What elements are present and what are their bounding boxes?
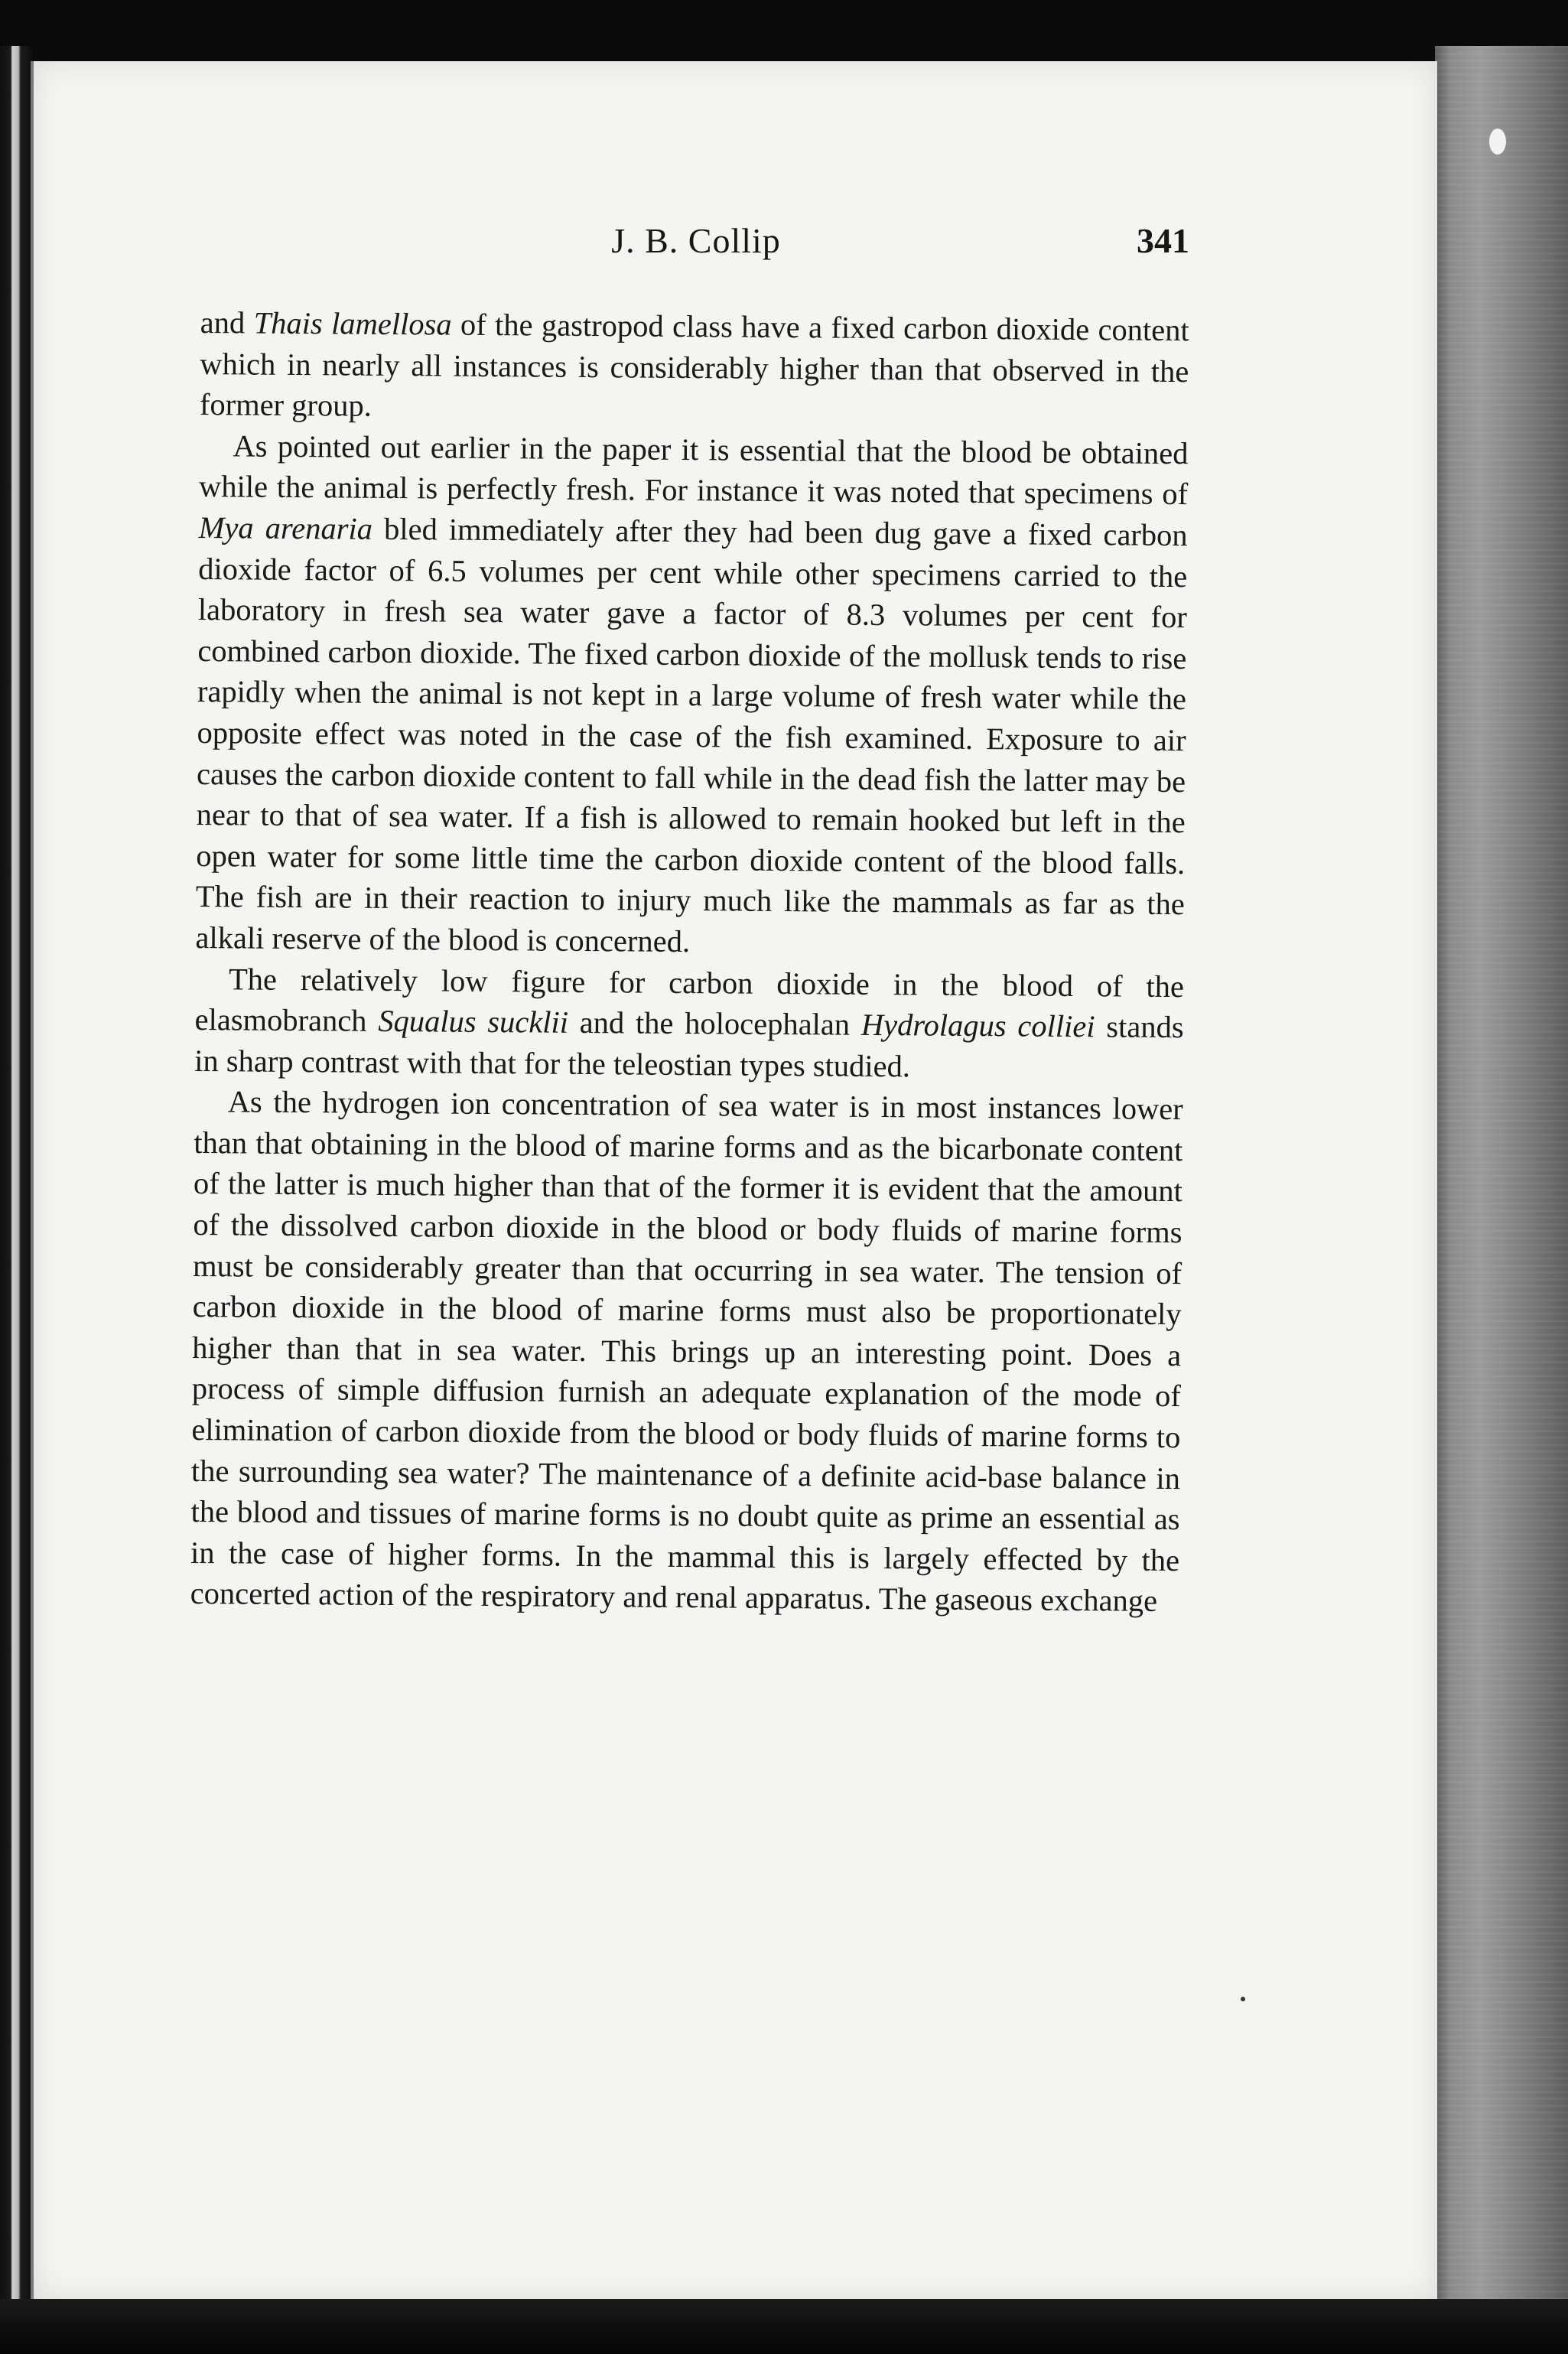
page-number: 341	[1137, 221, 1189, 260]
bottom-scan-edge	[0, 2299, 1568, 2354]
text-segment: The relatively low figure for carbon dioxide in the blood of the elasmobranch	[194, 961, 1185, 1038]
species-name-italic: Squalus sucklii	[378, 1003, 569, 1040]
species-name-italic: Mya arenaria	[198, 510, 373, 546]
paragraph	[190, 1081, 1183, 1622]
page-header	[203, 214, 1189, 275]
text-segment: and the holocephalan	[568, 1004, 862, 1042]
scan-artifact-spot	[1489, 129, 1506, 155]
running-head: J. B. Collip	[611, 221, 781, 260]
text-segment: and	[200, 304, 254, 340]
paragraph	[200, 302, 1189, 433]
left-binding-edge	[0, 46, 32, 2354]
paragraph	[195, 425, 1188, 966]
text-segment: As pointed out earlier in the paper it is essential that the blood be obtained while the animal is perfectly fresh. For instance it was noted that specimens of	[198, 428, 1189, 512]
paragraph	[194, 958, 1184, 1089]
text-segment: of the gastropod class have a fixed carbon dioxide content which in nearly all instances is considerably higher than that observed in the former group.	[199, 307, 1189, 423]
right-page-edge	[1435, 46, 1568, 2333]
text-segment: stands in sharp contrast with that for the teleostian types studied.	[194, 1009, 1184, 1084]
scan-speck	[1241, 1997, 1245, 2001]
species-name-italic: Thais lamellosa	[253, 305, 452, 342]
species-name-italic: Hydrolagus colliei	[860, 1007, 1095, 1044]
text-segment: bled immediately after they had been dug gave a fixed carbon dioxide factor of 6.5 volumes per cent while other specimens carried to the laboratory in fresh sea water gave a factor of 8.3 volumes per cent for combined carbon dioxide. The fixed carbon dioxide of the mollusk tends to rise rapidly when the animal is not kept in a large volume of fresh water while the opposite effect was noted in the case of the fish examined. Exposure to air causes the carbon dioxide content to fall while in the dead fish the latter may be near to that of sea water. If a fish is allowed to remain hooked but left in the open water for some little time the carbon dioxide content of the blood falls. The fish are in their reaction to injury much like the mammals as far as the alkali reserve of the blood is concerned.	[195, 511, 1188, 959]
text-segment: As the hydrogen ion concentration of sea water is in most instances lower than that obtaining in the blood of marine forms and as the bicarbonate content of the latter is much higher than that of the former it is evident that the amount of the dissolved carbon dioxide in the blood or body fluids of marine forms must be considerably greater than that occurring in sea water. The tension of carbon dioxide in the blood of marine forms must also be proportionately higher than that in sea water. This brings up an interesting point. Does a process of simple diffusion furnish an adequate explanation of the mode of elimination of carbon dioxide from the blood or body fluids of marine forms to the surrounding sea water? The maintenance of a definite acid-base balance in the blood and tissues of marine forms is no doubt quite as prime an essential as in the case of higher forms. In the mammal this is largely effected by the concerted action of the respiratory and renal apparatus. The gaseous exchange	[190, 1084, 1183, 1619]
body-text	[190, 302, 1189, 1622]
